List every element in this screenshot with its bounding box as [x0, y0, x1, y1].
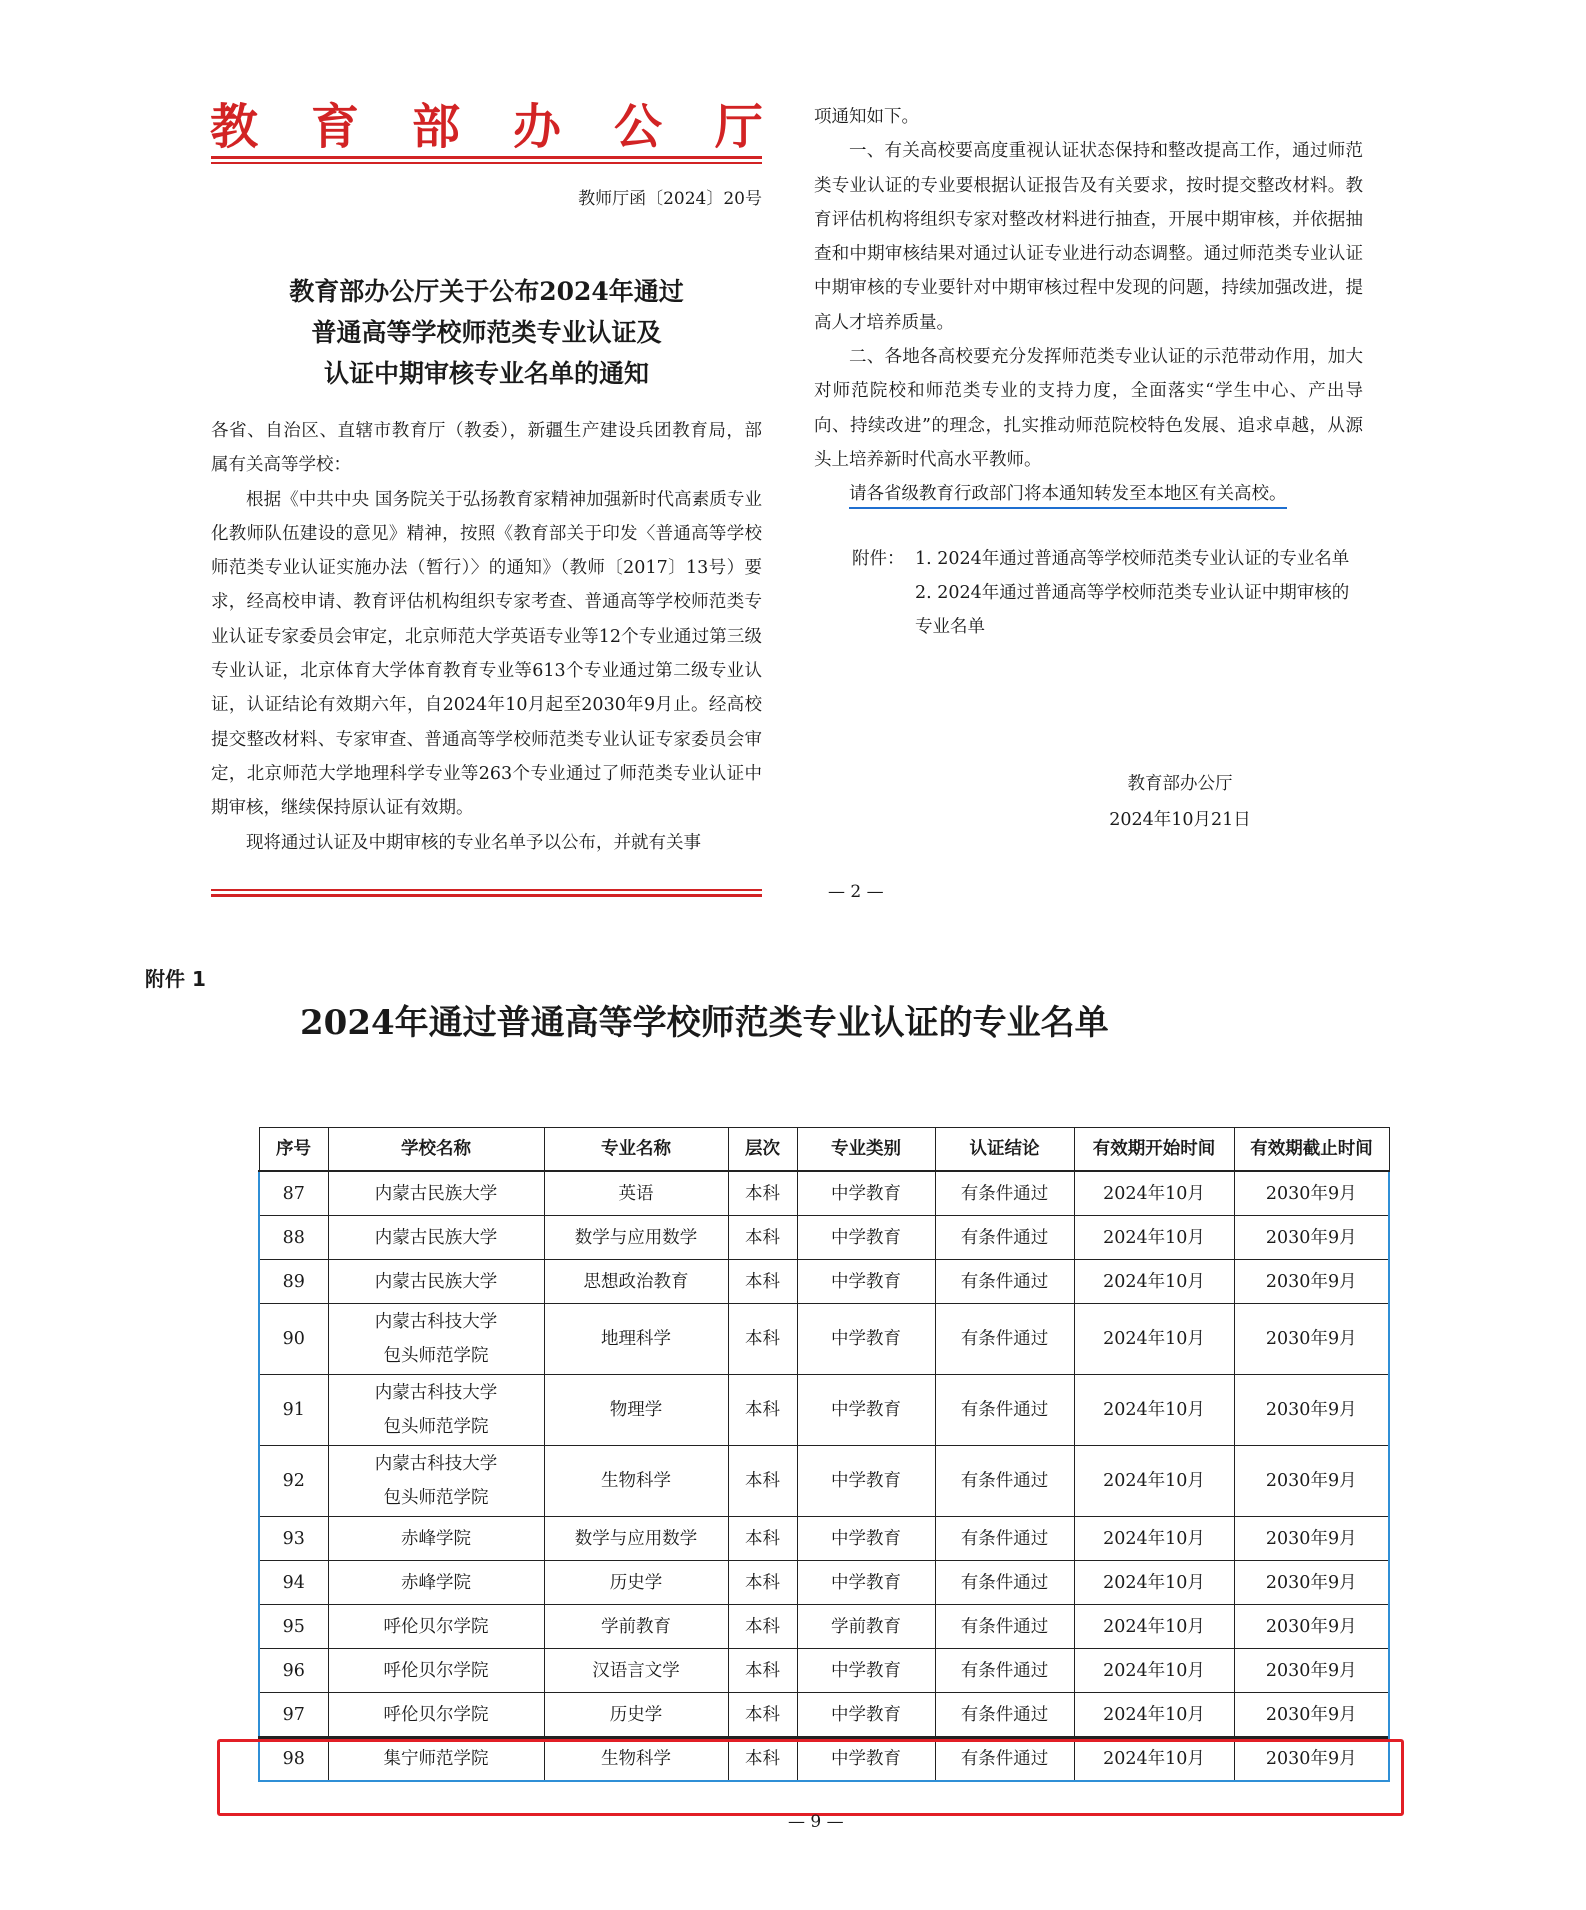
school-name-line: 呼伦贝尔学院 — [383, 1616, 489, 1637]
column-header: 专业类别 — [797, 1128, 935, 1172]
header-char: 厅 — [714, 99, 765, 155]
school-name-line: 包头师范学院 — [383, 1417, 489, 1437]
table-cell-category: 中学教育 — [797, 1693, 935, 1737]
table-row — [259, 1693, 1389, 1737]
table-cell-school — [328, 1561, 544, 1605]
table-cell-category: 学前教育 — [797, 1605, 935, 1649]
table-cell-school — [328, 1605, 544, 1649]
column-header: 有效期开始时间 — [1074, 1128, 1234, 1172]
header-char: 办 — [512, 99, 563, 155]
table-cell-result: 有条件通过 — [935, 1605, 1074, 1649]
header-char: 教 — [210, 99, 261, 155]
table-cell-school — [328, 1375, 544, 1446]
table-cell-result: 有条件通过 — [935, 1216, 1074, 1260]
table-cell-school — [328, 1517, 544, 1561]
table-cell-level: 本科 — [728, 1649, 797, 1693]
attachments-list — [852, 542, 1364, 644]
red-rule-thin — [211, 162, 762, 164]
table-cell-school — [328, 1649, 544, 1693]
school-name-line: 包头师范学院 — [383, 1346, 489, 1366]
column-header: 有效期截止时间 — [1234, 1128, 1389, 1172]
table-cell-category: 中学教育 — [797, 1737, 935, 1782]
table-cell-start: 2024年10月 — [1074, 1304, 1234, 1375]
table-cell-major: 数学与应用数学 — [544, 1517, 728, 1561]
column-header: 层次 — [728, 1128, 797, 1172]
table-cell-end: 2030年9月 — [1234, 1693, 1389, 1737]
table-cell-result: 有条件通过 — [935, 1737, 1074, 1782]
table-row — [259, 1375, 1389, 1446]
table-cell-result: 有条件通过 — [935, 1446, 1074, 1517]
table-header-row — [259, 1128, 1389, 1172]
table-row — [259, 1171, 1389, 1216]
attachment-item: 2. 2024年通过普通高等学校师范类专业认证中期审核的专业名单 — [915, 583, 1350, 637]
header-char: 部 — [411, 99, 462, 155]
body-paragraph: 根据《中共中央 国务院关于弘扬教育家精神加强新时代高素质专业化教师队伍建设的意见》精神，按照《教育部关于印发〈普通高等学校师范类专业认证实施办法（暂行）〉的通知》（教师〔2017〕13号）要求，经高校申请、教育评估机构组织专家考查、普通高等学校师范类专业认证专家委员会审定，北京师范大学英语专业等12个专业通过第三级专业认证，北京体育大学体育教育专业等613个专业通过第二级专业认证，认证结论有效期六年，自2024年10月起至2030年9月止。经高校提交整改材料、专家审查、普通高等学校师范类专业认证专家委员会审定，北京师范大学地理科学专业等263个专业通过了师范类专业认证中期审核，继续保持原认证有效期。 — [211, 489, 762, 819]
table-cell-major: 物理学 — [544, 1375, 728, 1446]
table-cell-no: 93 — [259, 1517, 328, 1561]
table-cell-result: 有条件通过 — [935, 1375, 1074, 1446]
table-cell-start: 2024年10月 — [1074, 1446, 1234, 1517]
table-cell-level: 本科 — [728, 1737, 797, 1782]
table-cell-level: 本科 — [728, 1605, 797, 1649]
table-cell-no: 97 — [259, 1693, 328, 1737]
school-name-line: 内蒙古民族大学 — [374, 1227, 498, 1248]
table-cell-level: 本科 — [728, 1375, 797, 1446]
table-cell-start: 2024年10月 — [1074, 1171, 1234, 1216]
document-number: 教师厅函〔2024〕20号 — [578, 189, 762, 209]
table-cell-major: 生物科学 — [544, 1446, 728, 1517]
school-name-line: 内蒙古科技大学 — [374, 1383, 498, 1403]
table-cell-end: 2030年9月 — [1234, 1304, 1389, 1375]
notice-body — [211, 414, 762, 860]
table-cell-result: 有条件通过 — [935, 1561, 1074, 1605]
item-2: 二、各地各高校要充分发挥师范类专业认证的示范带动作用，加大对师范院校和师范类专业的支持力度，全面落实“学生中心、产出导向、持续改进”的理念，扎实推动师范院校特色发展、追求卓越，从源头上培养新时代高水平教师。 — [814, 347, 1363, 470]
table-cell-end: 2030年9月 — [1234, 1605, 1389, 1649]
table-cell-category: 中学教育 — [797, 1561, 935, 1605]
table-cell-category: 中学教育 — [797, 1260, 935, 1304]
table-cell-major: 汉语言文学 — [544, 1649, 728, 1693]
school-name-line: 包头师范学院 — [383, 1488, 489, 1508]
school-name-line: 内蒙古科技大学 — [374, 1312, 498, 1332]
notice-title-line: 认证中期审核专业名单的通知 — [323, 359, 649, 388]
table-row — [259, 1304, 1389, 1375]
table-cell-category: 中学教育 — [797, 1649, 935, 1693]
table-cell-major: 历史学 — [544, 1561, 728, 1605]
table-cell-end: 2030年9月 — [1234, 1171, 1389, 1216]
table-cell-start: 2024年10月 — [1074, 1561, 1234, 1605]
issuer-header — [210, 88, 765, 157]
table-cell-start: 2024年10月 — [1074, 1517, 1234, 1561]
table-cell-major: 历史学 — [544, 1693, 728, 1737]
table-cell-no: 90 — [259, 1304, 328, 1375]
table-cell-major: 地理科学 — [544, 1304, 728, 1375]
notice-title-line: 普通高等学校师范类专业认证及 — [311, 318, 662, 347]
school-name-line: 赤峰学院 — [401, 1528, 471, 1549]
table-row — [259, 1649, 1389, 1693]
table-cell-school — [328, 1446, 544, 1517]
table-cell-result: 有条件通过 — [935, 1693, 1074, 1737]
table-cell-level: 本科 — [728, 1304, 797, 1375]
table-cell-category: 中学教育 — [797, 1446, 935, 1517]
table-cell-no: 91 — [259, 1375, 328, 1446]
table-cell-start: 2024年10月 — [1074, 1649, 1234, 1693]
table-cell-level: 本科 — [728, 1561, 797, 1605]
table-cell-level: 本科 — [728, 1260, 797, 1304]
red-rule-bottom-thin — [211, 889, 762, 891]
table-cell-start: 2024年10月 — [1074, 1737, 1234, 1782]
notice-title-line: 教育部办公厅关于公布2024年通过 — [289, 277, 684, 306]
table-cell-school — [328, 1260, 544, 1304]
table-cell-start: 2024年10月 — [1074, 1693, 1234, 1737]
table-row — [259, 1446, 1389, 1517]
table-cell-no: 94 — [259, 1561, 328, 1605]
school-name-line: 内蒙古民族大学 — [374, 1271, 498, 1292]
table-row — [259, 1216, 1389, 1260]
table-cell-no: 98 — [259, 1737, 328, 1782]
table-cell-end: 2030年9月 — [1234, 1260, 1389, 1304]
table-cell-no: 95 — [259, 1605, 328, 1649]
red-rule-thick — [211, 156, 762, 159]
addressee: 各省、自治区、直辖市教育厅（教委），新疆生产建设兵团教育局，部属有关高等学校： — [211, 421, 762, 476]
page-number-9: — 9 — — [788, 1812, 844, 1832]
table-cell-school — [328, 1304, 544, 1375]
continuation-line: 项通知如下。 — [814, 107, 919, 127]
school-name-line: 呼伦贝尔学院 — [383, 1704, 489, 1725]
attachment-label: 附件 1 — [145, 967, 206, 991]
table-cell-category: 中学教育 — [797, 1216, 935, 1260]
school-name-line: 内蒙古民族大学 — [374, 1183, 498, 1204]
table-cell-level: 本科 — [728, 1517, 797, 1561]
table-cell-end: 2030年9月 — [1234, 1216, 1389, 1260]
table-cell-major: 数学与应用数学 — [544, 1216, 728, 1260]
table-cell-category: 中学教育 — [797, 1304, 935, 1375]
header-char: 育 — [310, 99, 361, 155]
table-row — [259, 1260, 1389, 1304]
table-cell-end: 2030年9月 — [1234, 1561, 1389, 1605]
table-row — [259, 1517, 1389, 1561]
signature-date: 2024年10月21日 — [1109, 810, 1251, 830]
table-cell-category: 中学教育 — [797, 1517, 935, 1561]
table-cell-major: 学前教育 — [544, 1605, 728, 1649]
table-cell-result: 有条件通过 — [935, 1649, 1074, 1693]
table-cell-major: 生物科学 — [544, 1737, 728, 1782]
table-cell-result: 有条件通过 — [935, 1260, 1074, 1304]
item-1: 一、有关高校要高度重视认证状态保持和整改提高工作，通过师范类专业认证的专业要根据认证报告及有关要求，按时提交整改材料。教育评估机构将组织专家对整改材料进行抽查，开展中期审核，并依据抽查和中期审核结果对通过认证专业进行动态调整。通过师范类专业认证中期审核的专业要针对中期审核过程中发现的问题，持续加强改进，提高人才培养质量。 — [814, 141, 1363, 333]
table-cell-level: 本科 — [728, 1171, 797, 1216]
column-header: 认证结论 — [935, 1128, 1074, 1172]
notice-title — [211, 271, 762, 394]
table-cell-no: 88 — [259, 1216, 328, 1260]
column-header: 序号 — [259, 1128, 328, 1172]
red-rule-bottom-thick — [211, 894, 762, 897]
header-char: 公 — [613, 99, 664, 155]
table-cell-start: 2024年10月 — [1074, 1605, 1234, 1649]
table-cell-no: 89 — [259, 1260, 328, 1304]
table-row — [259, 1605, 1389, 1649]
highlight-box — [217, 1739, 1404, 1816]
attachment-item: 1. 2024年通过普通高等学校师范类专业认证的专业名单 — [915, 549, 1350, 569]
major-list-table — [258, 1127, 1390, 1782]
table-cell-start: 2024年10月 — [1074, 1260, 1234, 1304]
table-cell-end: 2030年9月 — [1234, 1446, 1389, 1517]
table-cell-major: 思想政治教育 — [544, 1260, 728, 1304]
table-cell-school — [328, 1693, 544, 1737]
table-cell-level: 本科 — [728, 1216, 797, 1260]
school-name-line: 集宁师范学院 — [383, 1748, 489, 1769]
attachments-label: 附件： — [852, 549, 905, 569]
table-cell-end: 2030年9月 — [1234, 1737, 1389, 1782]
school-name-line: 内蒙古科技大学 — [374, 1454, 498, 1474]
table-cell-end: 2030年9月 — [1234, 1649, 1389, 1693]
body-paragraph-end: 现将通过认证及中期审核的专业名单予以公布，并就有关事 — [246, 832, 701, 853]
notice-body-continued — [814, 100, 1363, 512]
signature: 教育部办公厅 — [1127, 774, 1233, 794]
table-cell-level: 本科 — [728, 1693, 797, 1737]
school-name-line: 赤峰学院 — [401, 1572, 471, 1593]
school-name-line: 呼伦贝尔学院 — [383, 1660, 489, 1681]
table-cell-start: 2024年10月 — [1074, 1375, 1234, 1446]
table-cell-school — [328, 1216, 544, 1260]
table-cell-level: 本科 — [728, 1446, 797, 1517]
table-cell-no: 96 — [259, 1649, 328, 1693]
forward-note: 请各省级教育行政部门将本通知转发至本地区有关高校。 — [849, 484, 1287, 509]
table-cell-result: 有条件通过 — [935, 1171, 1074, 1216]
table-cell-result: 有条件通过 — [935, 1304, 1074, 1375]
column-header: 专业名称 — [544, 1128, 728, 1172]
table-cell-no: 87 — [259, 1171, 328, 1216]
table-title: 2024年通过普通高等学校师范类专业认证的专业名单 — [300, 1003, 1109, 1043]
table-cell-no: 92 — [259, 1446, 328, 1517]
table-cell-end: 2030年9月 — [1234, 1375, 1389, 1446]
table-row — [259, 1561, 1389, 1605]
table-cell-school — [328, 1171, 544, 1216]
table-cell-category: 中学教育 — [797, 1375, 935, 1446]
table-cell-start: 2024年10月 — [1074, 1216, 1234, 1260]
page-number: — 2 — — [828, 882, 884, 902]
table-cell-result: 有条件通过 — [935, 1517, 1074, 1561]
table-cell-category: 中学教育 — [797, 1171, 935, 1216]
column-header: 学校名称 — [328, 1128, 544, 1172]
table-cell-end: 2030年9月 — [1234, 1517, 1389, 1561]
table-cell-major: 英语 — [544, 1171, 728, 1216]
